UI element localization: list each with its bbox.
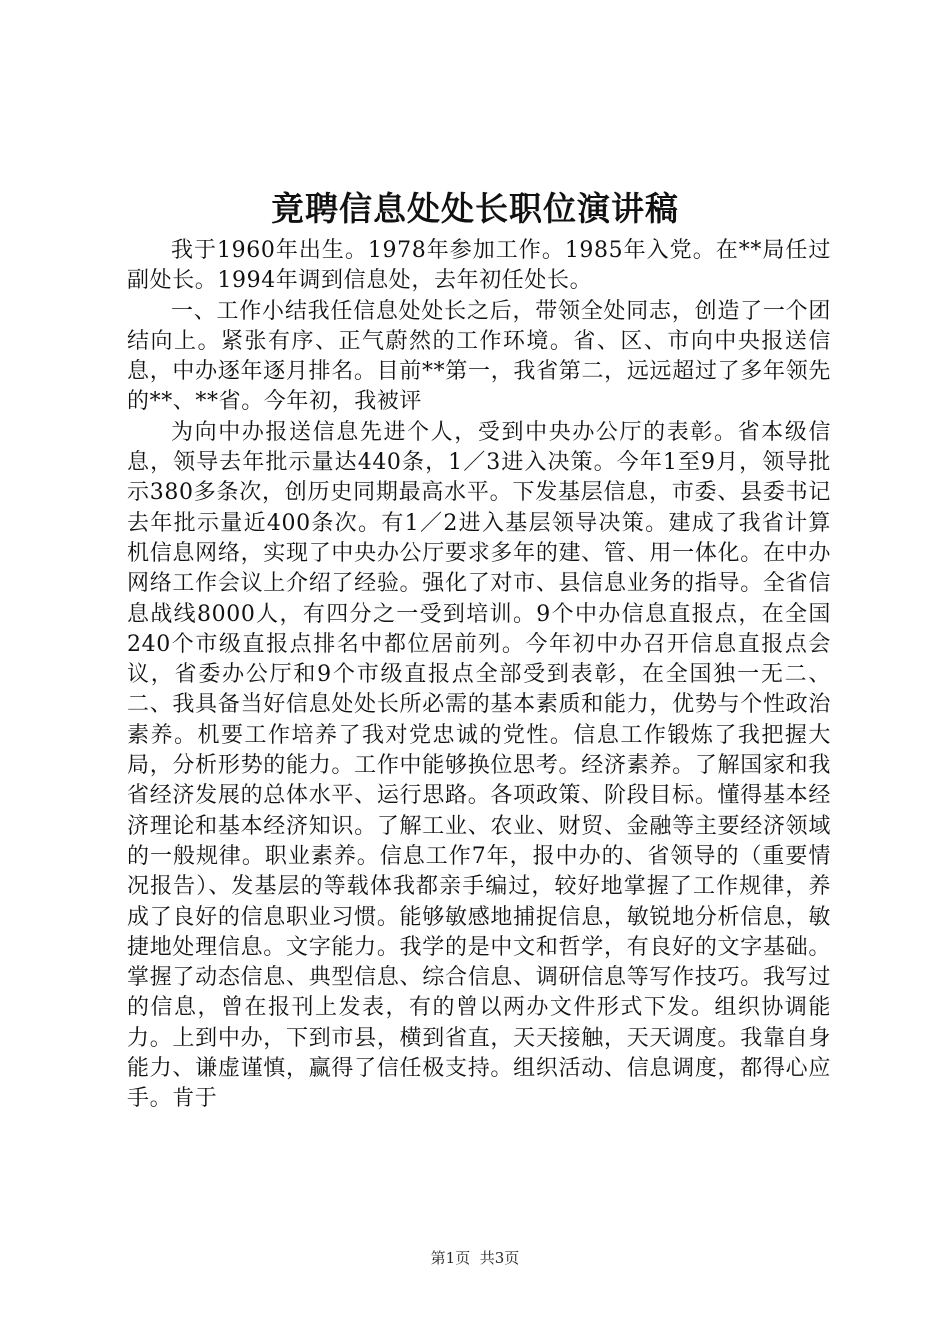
page-footer (0, 1248, 950, 1268)
document-body (127, 236, 831, 1115)
paragraph: 我于1960年出生。1978年参加工作。1985年入党。在**局任过副处长。1994年调到信息处，去年初任处长。 (127, 238, 831, 294)
page-number: 第1页 (430, 1249, 471, 1267)
page-total: 共3页 (479, 1249, 520, 1267)
document-title: 竟聘信息处处长职位演讲稿 (271, 189, 679, 228)
paragraph: 为向中办报送信息先进个人，受到中央办公厅的表彰。省本级信息，领导去年批示量达440条，1／3进入决策。今年1至9月，领导批示380多条次，创历史同期最高水平。下发基层信息，市委、县委书记去年批示量近400条次。有1／2进入基层领导决策。建成了我省计算机信息网络，实现了中央办公厅要求多年的建、管、用一体化。在中办网络工作会议上介绍了经验。强化了对市、县信息业务的指导。全省信息战线8000人，有四分之一受到培训。9个中办信息直报点，在全国240个市级直报点排名中都位居前列。今年初中办召开信息直报点会议，省委办公厅和9个市级直报点全部受到表彰，在全国独一无二、二、我具备当好信息处处长所必需的基本素质和能力，优势与个性政治素养。机要工作培养了我对党忠诚的党性。信息工作锻炼了我把握大局，分析形势的能力。工作中能够换位思考。经济素养。了解国家和我省经济发展的总体水平、运行思路。各项政策、阶段目标。懂得基本经济理论和基本经济知识。了解工业、农业、财贸、金融等主要经济领域的一般规律。职业素养。信息工作7年，报中办的、省领导的（重要情况报告）、发基层的等载体我都亲手编过，较好地掌握了工作规律，养成了良好的信息职业习惯。能够敏感地捕捉信息，敏锐地分析信息，敏捷地处理信息。文字能力。我学的是中文和哲学，有良好的文字基础。掌握了动态信息、典型信息、综合信息、调研信息等写作技巧。我写过的信息，曾在报刊上发表，有的曾以两办文件形式下发。组织协调能力。上到中办，下到市县，横到省直，天天接触，天天调度。我靠自身能力、谦虚谨慎，赢得了信任极支持。组织活动、信息调度，都得心应手。肯于 (127, 419, 831, 1112)
paragraph: 一、工作小结我任信息处处长之后，带领全处同志，创造了一个团结向上。紧张有序、正气蔚然的工作环境。省、区、市向中央报送信息，中办逐年逐月排名。目前**第一，我省第二，远远超过了多年领先的**、**省。今年初，我被评 (127, 298, 831, 415)
